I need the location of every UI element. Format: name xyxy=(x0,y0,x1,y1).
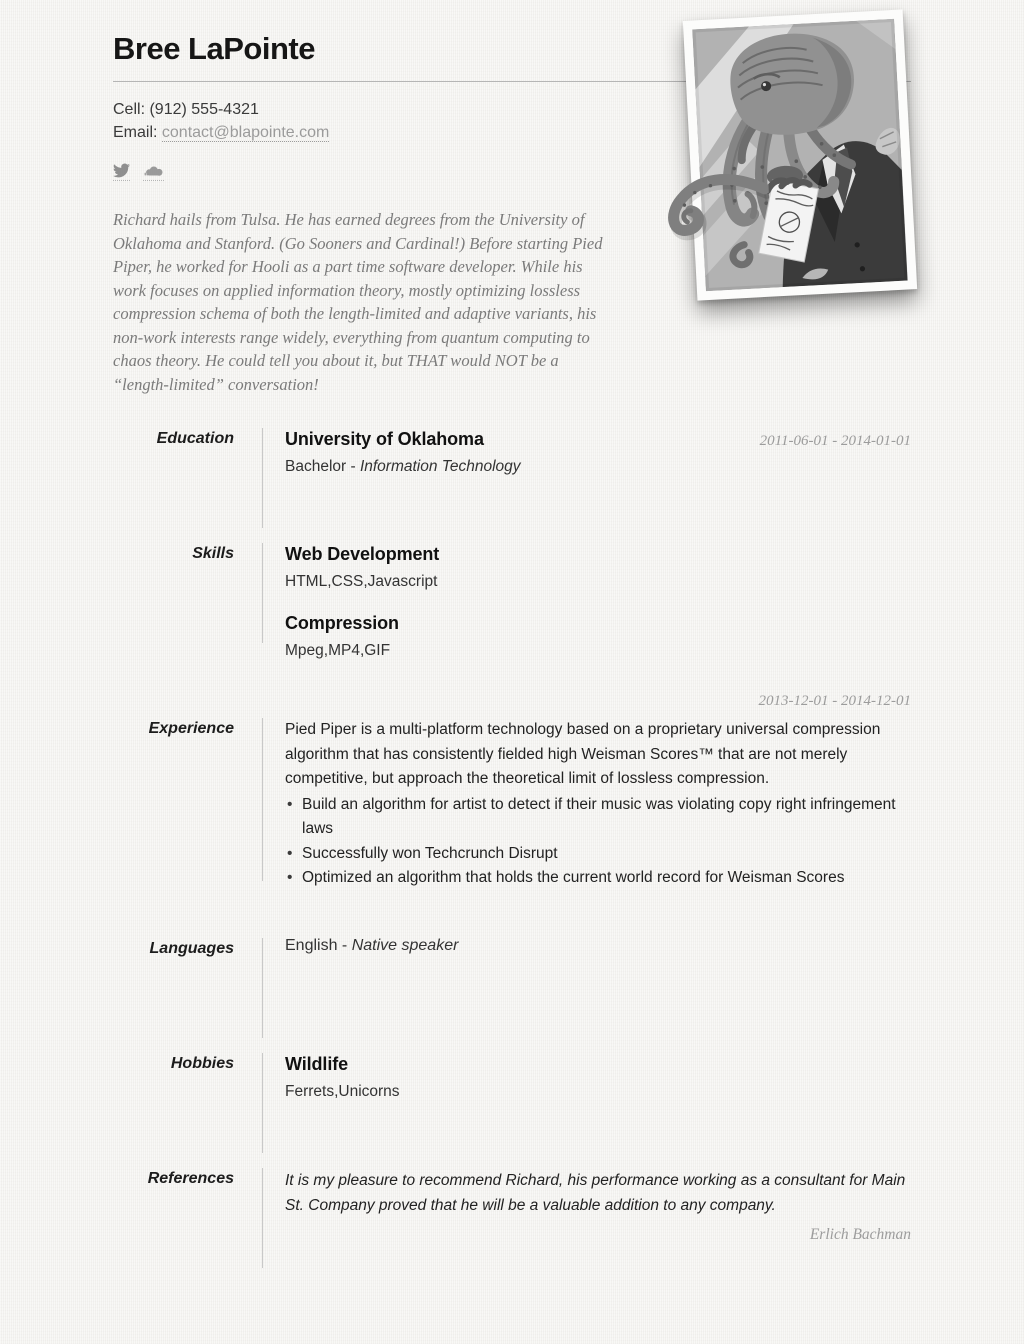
skill-keywords: Mpeg,MP4,GIF xyxy=(285,642,391,659)
section-references xyxy=(113,1168,911,1268)
email-link[interactable]: contact@blapointe.com xyxy=(161,124,330,141)
highlight-item: • Optimized an algorithm that holds the current world record for Weisman Scores xyxy=(285,866,911,891)
cell-label: Cell: xyxy=(113,101,146,118)
profile-photo xyxy=(683,9,917,300)
twitter-link[interactable] xyxy=(113,163,130,181)
tentacle-overflow-icon xyxy=(658,167,772,253)
experience-highlights xyxy=(285,793,911,891)
section-education xyxy=(113,428,911,528)
reference-name: Erlich Bachman xyxy=(809,1225,911,1243)
soundcloud-link[interactable] xyxy=(143,163,164,181)
reference-quote: It is my pleasure to recommend Richard, his performance working as a consultant for Main St. Company proved that he will be a valuable addition to any company. xyxy=(285,1171,906,1214)
section-languages xyxy=(113,938,911,1038)
skill-title: Web Development xyxy=(285,544,440,564)
hobby-keywords: Ferrets,Unicorns xyxy=(285,1082,400,1100)
resume-sections xyxy=(113,428,911,1268)
section-label-references: References xyxy=(147,1169,234,1187)
skill-keywords: HTML,CSS,Javascript xyxy=(285,573,438,590)
section-label-skills: Skills xyxy=(192,545,234,562)
section-experience xyxy=(113,693,911,891)
section-hobbies xyxy=(113,1053,911,1153)
education-date: 2011-06-01 - 2014-01-01 xyxy=(759,433,911,449)
skill-title: Compression xyxy=(285,613,399,633)
section-label-hobbies: Hobbies xyxy=(170,1054,234,1072)
twitter-icon xyxy=(113,163,130,178)
degree-type: Bachelor - xyxy=(285,458,360,475)
section-label-languages: Languages xyxy=(149,939,234,957)
language-name: English - xyxy=(285,936,352,954)
hobby-title: Wildlife xyxy=(285,1053,349,1074)
skill-item xyxy=(285,543,911,590)
education-degree xyxy=(285,459,911,475)
section-skills xyxy=(113,543,911,681)
skill-item xyxy=(285,612,911,659)
photo-frame xyxy=(692,19,907,291)
bio-text: Richard hails from Tulsa. He has earned degrees from the University of Oklahoma and Stanford. (Go Sooners and Cardinal!) Before starting Pied Piper, he worked for Hooli as a part time software developer. While his work focuses on applied information theory, mostly optimizing lossless compression schema of both the length-limited and adaptive variants, his non-work interests range widely, everything from quantum computing to chaos theory. He could tell you about it, but THAT would NOT be a “length-limited” conversation! xyxy=(113,210,603,394)
language-line xyxy=(285,938,911,954)
cell-number: (912) 555-4321 xyxy=(149,101,259,118)
education-school: University of Oklahoma xyxy=(285,429,484,449)
highlight-item: • Successfully won Techcrunch Disrupt xyxy=(285,842,911,867)
language-fluency: Native speaker xyxy=(351,936,459,954)
degree-field: Information Technology xyxy=(359,458,521,475)
page-title: Bree LaPointe xyxy=(113,31,315,66)
soundcloud-icon xyxy=(143,163,164,178)
email-label: Email: xyxy=(113,124,158,141)
experience-date: 2013-12-01 - 2014-12-01 xyxy=(758,693,911,709)
section-label-experience: Experience xyxy=(148,720,234,737)
experience-summary: Pied Piper is a multi-platform technology based on a proprietary universal compression algorithm that has consistently fielded high Weisman Scores™ that are not merely competitive, but approach the theoretical limit of lossless compression. xyxy=(285,721,881,787)
photo-illustration xyxy=(692,19,907,291)
section-label-education: Education xyxy=(156,430,234,447)
highlight-item: • Build an algorithm for artist to detect if their music was violating copy right infringement laws xyxy=(285,793,911,842)
